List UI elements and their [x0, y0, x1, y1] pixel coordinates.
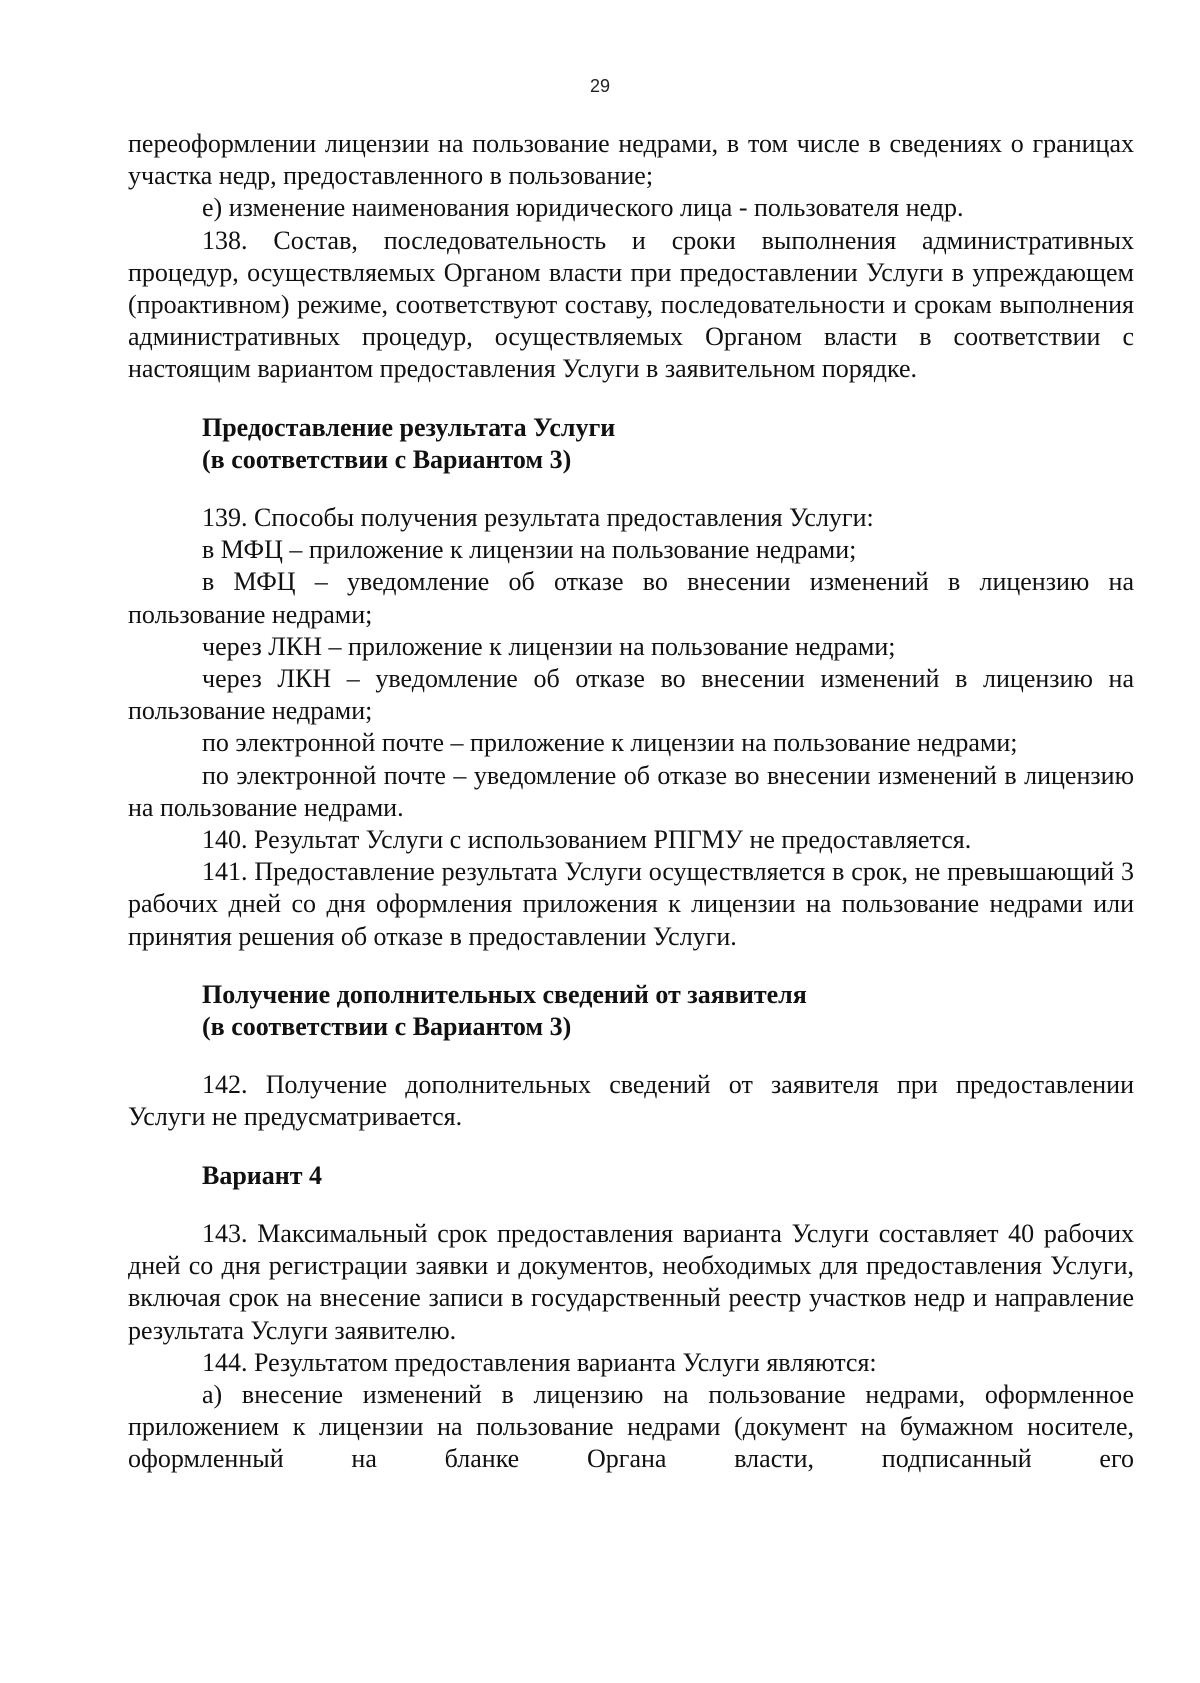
paragraph-140: 140. Результат Услуги с использованием РПГМУ не предоставляется. — [202, 825, 972, 855]
heading-result-provision-line1: Предоставление результата Услуги — [202, 412, 616, 442]
paragraph-139: 139. Способы получения результата предоставления Услуги: — [202, 503, 874, 533]
heading-variant-4-title: Вариант 4 — [202, 1160, 323, 1190]
list-item-email-refusal: по электронной почте – уведомление об отказе во внесении изменений в лицензию на пользование недрами. — [128, 760, 1134, 822]
list-item-mfc-appendix: в МФЦ – приложение к лицензии на пользование недрами; — [202, 535, 857, 565]
paragraph-138: 138. Состав, последовательность и сроки выполнения административных процедур, осуществляемых Органом власти при предоставлении Услуги в упреждающем (проактивном) режиме, соответствуют составу, последовательности и срокам выполнения административных процедур, осуществляемых Органом власти в соответствии с настоящим вариантом предоставления Услуги в заявительном порядке. — [128, 225, 1134, 384]
paragraph-141: 141. Предоставление результата Услуги осуществляется в срок, не превышающий 3 рабочих дней со дня оформления приложения к лицензии на пользование недрами или принятия решения об отказе в предоставлении Услуги. — [128, 857, 1134, 951]
heading-additional-info-line2: (в соответствии с Вариантом 3) — [202, 1012, 572, 1042]
page-number: 29 — [589, 76, 611, 96]
list-item-lkn-refusal: через ЛКН – уведомление об отказе во внесении изменений в лицензию на пользование недрами; — [128, 664, 1134, 726]
heading-variant-4 — [128, 1160, 1134, 1192]
paragraph-item-a: а) внесение изменений в лицензию на пользование недрами, оформленное приложением к лицензии на пользование недрами (документ на бумажном носителе, оформленный на бланке Органа власти, подписанный его — [128, 1379, 1134, 1474]
paragraph-license-reissue-continuation: переоформлении лицензии на пользование недрами, в том числе в сведениях о границах участка недр, предоставленного в пользование; — [128, 129, 1134, 191]
list-item-email-appendix: по электронной почте – приложение к лицензии на пользование недрами; — [202, 728, 1018, 758]
paragraph-142: 142. Получение дополнительных сведений от заявителя при предоставлении Услуги не предусматривается. — [128, 1070, 1134, 1132]
document-body — [128, 128, 1134, 1476]
heading-additional-info-line1: Получение дополнительных сведений от заявителя — [202, 979, 807, 1009]
list-item-lkn-appendix: через ЛКН – приложение к лицензии на пользование недрами; — [202, 631, 896, 661]
paragraph-143: 143. Максимальный срок предоставления варианта Услуги составляет 40 рабочих дней со дня регистрации заявки и документов, необходимых для предоставления Услуги, включая срок на внесение записи в государственный реестр участков недр и направление результата Услуги заявителю. — [128, 1218, 1134, 1345]
heading-result-provision — [128, 412, 1134, 476]
heading-additional-info — [128, 979, 1134, 1043]
paragraph-item-e: е) изменение наименования юридического лица - пользователя недр. — [202, 193, 964, 223]
heading-result-provision-line2: (в соответствии с Вариантом 3) — [202, 444, 572, 474]
list-item-mfc-refusal: в МФЦ – уведомление об отказе во внесении изменений в лицензию на пользование недрами; — [128, 567, 1134, 629]
paragraph-144: 144. Результатом предоставления варианта Услуги являются: — [202, 1347, 877, 1377]
